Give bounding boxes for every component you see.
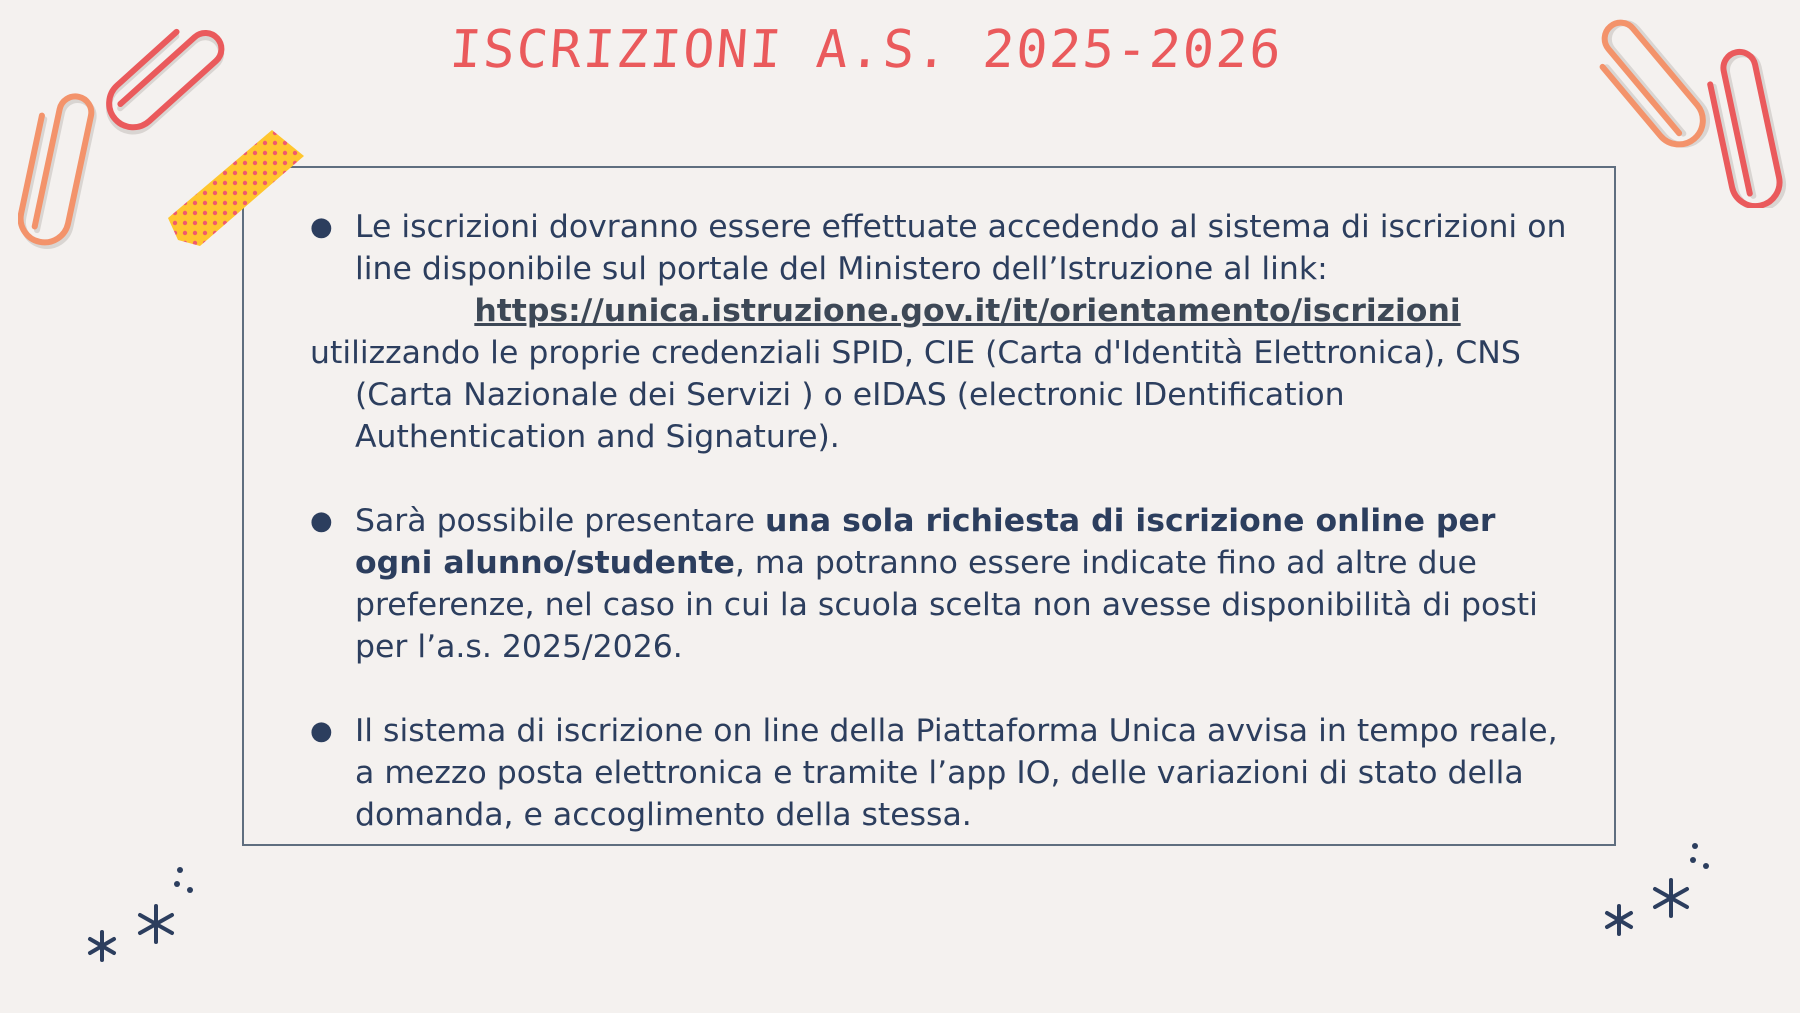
continuation-first-line: utilizzando le proprie credenziali SPID, CIE (Carta d'Identità Elettronica), CNS [310, 335, 1521, 371]
paperclip-icon [1700, 38, 1790, 208]
bullet-item [310, 500, 1580, 668]
content-body [310, 206, 1580, 836]
bullet-text-pre: Sarà possibile presentare [355, 503, 765, 539]
sparkle-icon [1595, 840, 1725, 950]
bullet-text-post: , ma potranno essere indicate fino ad altre due preferenze, nel caso in cui la scuola scelta non avesse disponibilità di posti per l’a.s. 2025/2026. [355, 545, 1538, 665]
washi-tape-icon [160, 128, 310, 278]
bullet-icon: ● [310, 212, 333, 242]
page-title: ISCRIZIONI A.S. 2025-2026 [447, 20, 1285, 80]
continuation-rest: (Carta Nazionale dei Servizi ) o eIDAS (electronic IDentification Authentication and Signature). [355, 377, 1345, 455]
bullet-text: Le iscrizioni dovranno essere effettuate accedendo al sistema di iscrizioni on line disponibile sul portale del Ministero dell’Istruzione al link: [355, 209, 1567, 287]
bullet-icon: ● [310, 716, 333, 746]
bullet-text-bold: una sola richiesta di iscrizione online per ogni alunno/studente [355, 503, 1496, 581]
bullet-continuation [310, 332, 1580, 458]
paperclip-icon [18, 80, 98, 250]
paperclip-icon [1580, 2, 1710, 152]
sparkle-icon [80, 860, 210, 970]
bullet-icon: ● [310, 506, 333, 536]
iscrizioni-link[interactable]: https://unica.istruzione.gov.it/it/orientamento/iscrizioni [474, 293, 1461, 329]
bullet-text: Il sistema di iscrizione on line della Piattaforma Unica avvisa in tempo reale, a mezzo posta elettronica e tramite l’app IO, delle variazioni di stato della domanda, e accoglimento della stessa. [355, 713, 1558, 833]
bullet-item [310, 206, 1580, 290]
bullet-item [310, 710, 1580, 836]
paperclip-icon [100, 5, 250, 145]
